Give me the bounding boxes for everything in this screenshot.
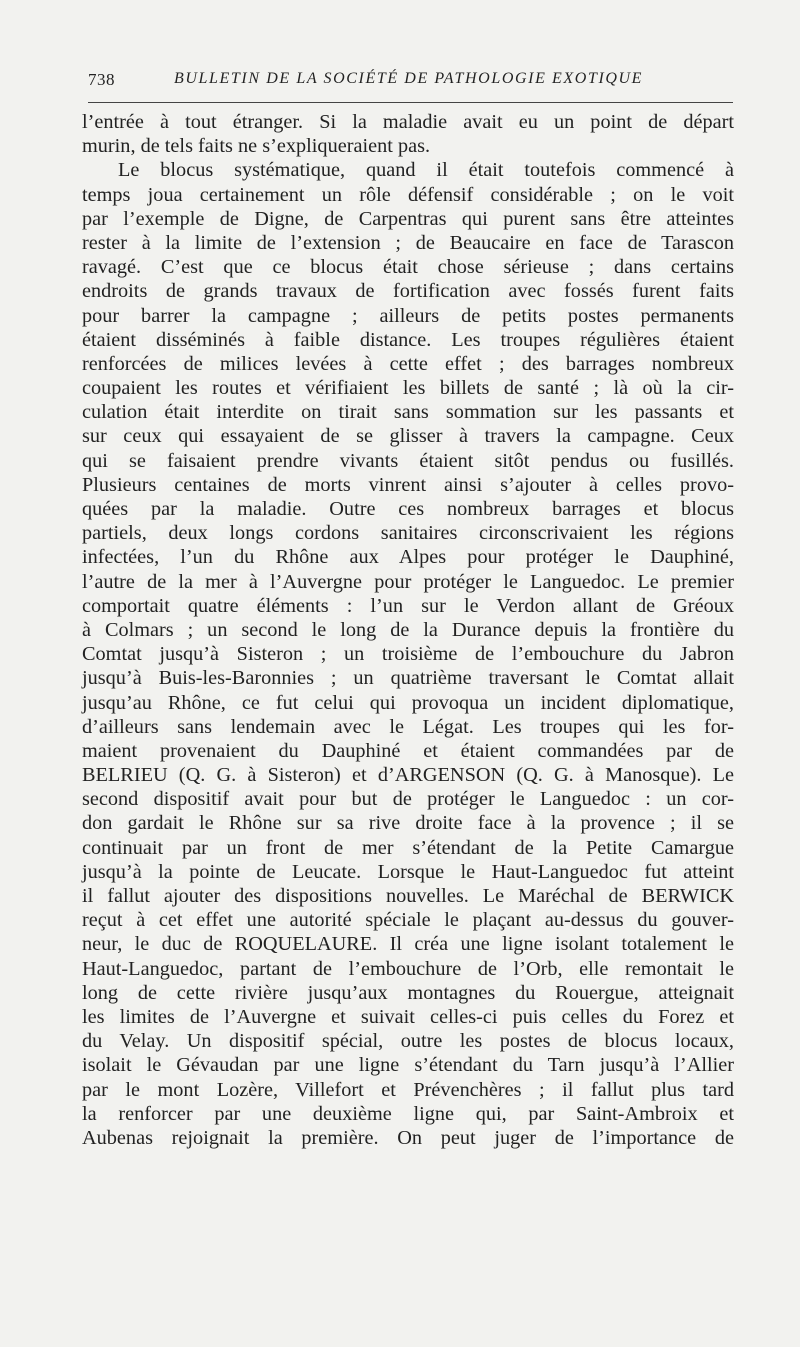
text-line: l’entrée à tout étranger. Si la maladie avait eu un point de départ xyxy=(82,111,734,133)
text-line: infectées, l’un du Rhône aux Alpes pour protéger le Dauphiné, xyxy=(82,546,734,569)
text-line: reçut à cet effet une autorité spéciale le plaçant au-dessus du gouver- xyxy=(82,909,734,932)
text-line: rester à la limite de l’extension ; de Beaucaire en face de Tarascon xyxy=(82,231,734,254)
text-line: endroits de grands travaux de fortification avec fossés furent faits xyxy=(82,280,734,303)
text-line: neur, le duc de ROQUELAURE. Il créa une ligne isolant totalement le xyxy=(82,933,734,956)
text-line: jusqu’à la pointe de Leucate. Lorsque le Haut-Languedoc fut atteint xyxy=(82,860,734,883)
running-title: BULLETIN DE LA SOCIÉTÉ DE PATHOLOGIE EXOTIQUE xyxy=(174,70,644,87)
text-line: l’autre de la mer à l’Auvergne pour protéger le Languedoc. Le premier xyxy=(82,570,734,593)
text-line: à Colmars ; un second le long de la Durance depuis la frontière du xyxy=(82,618,734,641)
text-line: qui se faisaient prendre vivants étaient sitôt pendus ou fusillés. xyxy=(82,449,734,472)
text-line: quées par la maladie. Outre ces nombreux barrages et blocus xyxy=(82,498,734,520)
text-line: la renforcer par une deuxième ligne qui, par Saint-Ambroix et xyxy=(82,1102,734,1125)
text-line: Plusieurs centaines de morts vinrent ainsi s’ajouter à celles provo- xyxy=(82,473,734,496)
text-line: long de cette rivière jusqu’aux montagnes du Rouergue, atteignait xyxy=(82,981,734,1004)
text-line: murin, de tels faits ne s’expliqueraient pas. xyxy=(82,135,431,158)
text-line: coupaient les routes et vérifiaient les billets de santé ; là où la cir- xyxy=(82,377,734,400)
text-line: du Velay. Un dispositif spécial, outre les postes de blocus locaux, xyxy=(82,1030,734,1053)
page-number: 738 xyxy=(88,70,115,89)
text-line: second dispositif avait pour but de protéger le Languedoc : un cor- xyxy=(82,788,734,811)
text-line: maient provenaient du Dauphiné et étaient commandées par de xyxy=(82,739,734,762)
text-line: Aubenas rejoignait la première. On peut juger de l’importance de xyxy=(82,1126,734,1149)
text-line: isolait le Gévaudan par une ligne s’étendant du Tarn jusqu’à l’Allier xyxy=(82,1054,734,1077)
text-line: don gardait le Rhône sur sa rive droite face à la provence ; il se xyxy=(82,812,734,835)
text-line: partiels, deux longs cordons sanitaires circonscrivaient les régions xyxy=(82,522,734,545)
text-line: renforcées de milices levées à cette effet ; des barrages nombreux xyxy=(82,352,734,375)
text-line: par l’exemple de Digne, de Carpentras qui purent sans être atteintes xyxy=(82,207,734,230)
text-line: jusqu’à Buis-les-Baronnies ; un quatrième traversant le Comtat allait xyxy=(82,667,734,690)
text-line: il fallut ajouter des dispositions nouvelles. Le Maréchal de BERWICK xyxy=(82,885,734,907)
text-line: Haut-Languedoc, partant de l’embouchure de l’Orb, elle remontait le xyxy=(82,957,734,980)
body-text xyxy=(82,110,734,1150)
text-line: pour barrer la campagne ; ailleurs de petits postes permanents xyxy=(82,304,734,327)
text-line: les limites de l’Auvergne et suivait celles-ci puis celles du Forez et xyxy=(82,1005,734,1028)
text-line: par le mont Lozère, Villefort et Prévenchères ; il fallut plus tard xyxy=(82,1078,734,1101)
text-line: BELRIEU (Q. G. à Sisteron) et d’ARGENSON (Q. G. à Manosque). Le xyxy=(82,764,734,787)
text-line: ravagé. C’est que ce blocus était chose sérieuse ; dans certains xyxy=(82,256,734,279)
text-line: d’ailleurs sans lendemain avec le Légat. Les troupes qui les for- xyxy=(82,715,734,738)
text-line: Comtat jusqu’à Sisteron ; un troisième de l’embouchure du Jabron xyxy=(82,643,734,666)
page-header xyxy=(88,70,740,94)
text-line: sur ceux qui essayaient de se glisser à travers la campagne. Ceux xyxy=(82,425,734,448)
text-line: jusqu’au Rhône, ce fut celui qui provoqua un incident diplomatique, xyxy=(82,691,734,714)
text-line: étaient disséminés à faible distance. Les troupes régulières étaient xyxy=(82,328,734,351)
text-line: comportait quatre éléments : l’un sur le Verdon allant de Gréoux xyxy=(82,594,734,617)
header-rule xyxy=(88,102,733,103)
text-line: Le blocus systématique, quand il était toutefois commencé à xyxy=(118,159,734,182)
text-line: culation était interdite on tirait sans sommation sur les passants et xyxy=(82,401,734,424)
text-line: temps joua certainement un rôle défensif considérable ; on le voit xyxy=(82,183,734,206)
text-line: continuait par un front de mer s’étendant de la Petite Camargue xyxy=(82,836,734,859)
